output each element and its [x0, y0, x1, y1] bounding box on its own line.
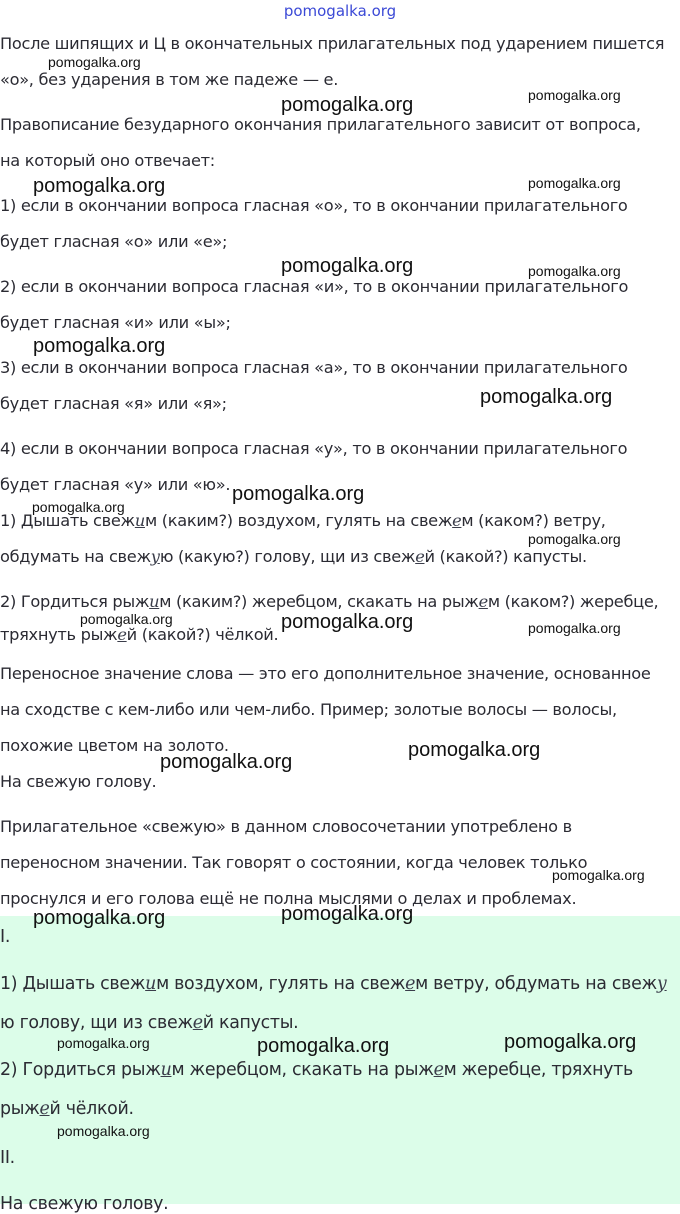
watermark: pomogalka.org	[480, 386, 613, 408]
text-line: будет гласная «у» или «ю».	[0, 475, 231, 494]
text-line: 3) если в окончании вопроса гласная «а», то в окончании прилагательного	[0, 358, 628, 377]
watermark: pomogalka.org	[281, 611, 414, 633]
watermark: pomogalka.org	[528, 620, 621, 636]
watermark: pomogalka.org	[257, 1035, 390, 1057]
notebook-line: рыжей чёлкой.	[0, 1099, 134, 1119]
handwritten-letter: е	[452, 511, 462, 530]
watermark: pomogalka.org	[528, 263, 621, 279]
text-line: на который оно отвечает:	[0, 151, 215, 170]
notebook-line: 2) Гордиться рыжим жеребцом, скакать на рыжем жеребце, тряхнуть	[0, 1060, 633, 1080]
example-line: 2) Гордиться рыжим (каким?) жеребцом, скакать на рыжем (каком?) жеребце,	[0, 592, 659, 611]
text-line: будет гласная «о» или «е»;	[0, 232, 228, 251]
text-line: На свежую голову.	[0, 772, 157, 791]
text-line: будет гласная «я» или «я»;	[0, 394, 227, 413]
handwritten-letter: и	[145, 974, 157, 994]
text-line: на сходстве с кем-либо или чем-либо. Пример; золотые волосы — волосы,	[0, 700, 617, 719]
text-line: будет гласная «и» или «ы»;	[0, 313, 231, 332]
watermark: pomogalka.org	[33, 175, 166, 197]
watermark: pomogalka.org	[80, 611, 173, 627]
watermark: pomogalka.org	[33, 907, 166, 929]
handwritten-letter: и	[134, 511, 145, 530]
handwritten-letter: е	[405, 974, 416, 994]
watermark: pomogalka.org	[528, 87, 621, 103]
notebook-line: 1) Дышать свежим воздухом, гулять на свежем ветру, обдумать на свежу	[0, 974, 667, 994]
watermark: pomogalka.org	[57, 1035, 150, 1051]
text-line: похожие цветом на золото.	[0, 736, 229, 755]
text-line: После шипящих и Ц в окончательных прилагательных под ударением пишется	[0, 34, 665, 53]
text-line: проснулся и его голова ещё не полна мыслями о делах и проблемах.	[0, 889, 577, 908]
handwritten-letter: и	[160, 1060, 172, 1080]
example-line: 1) Дышать свежим (каким?) воздухом, гулять на свежем (каком?) ветру,	[0, 511, 606, 530]
handwritten-letter: у	[656, 974, 667, 994]
text-line: Правописание безударного окончания прилагательного зависит от вопроса,	[0, 115, 641, 134]
handwritten-letter: у	[150, 547, 160, 566]
watermark: pomogalka.org	[504, 1031, 637, 1053]
example-line: тряхнуть рыжей (какой?) чёлкой.	[0, 625, 279, 644]
watermark: pomogalka.org	[528, 175, 621, 191]
text-line: Прилагательное «свежую» в данном словосочетании употреблено в	[0, 817, 572, 836]
notebook-line: На свежую голову.	[0, 1194, 169, 1214]
text-line: 4) если в окончании вопроса гласная «у», то в окончании прилагательного	[0, 439, 628, 458]
watermark: pomogalka.org	[48, 54, 141, 70]
handwritten-letter: е	[39, 1099, 50, 1119]
text-line: 2) если в окончании вопроса гласная «и», то в окончании прилагательного	[0, 277, 629, 296]
example-line: обдумать на свежую (какую?) голову, щи из свежей (какой?) капусты.	[0, 547, 587, 566]
section-numeral: II.	[0, 1148, 15, 1168]
notebook-line: ю голову, щи из свежей капусты.	[0, 1013, 299, 1033]
section-numeral: I.	[0, 927, 11, 947]
watermark: pomogalka.org	[57, 1123, 150, 1139]
handwritten-letter: е	[433, 1060, 444, 1080]
site-brand[interactable]: pomogalka.org	[283, 2, 397, 20]
watermark: pomogalka.org	[281, 903, 414, 925]
handwritten-letter: е	[117, 625, 127, 644]
watermark: pomogalka.org	[528, 531, 621, 547]
handwritten-letter: и	[149, 592, 160, 611]
watermark: pomogalka.org	[33, 335, 166, 357]
handwritten-letter: е	[192, 1013, 203, 1033]
watermark: pomogalka.org	[160, 751, 293, 773]
text-line: переносном значении. Так говорят о состоянии, когда человек только	[0, 853, 588, 872]
handwritten-letter: е	[415, 547, 425, 566]
notebook-answer-area	[0, 916, 680, 1214]
text-line: Переносное значение слова — это его дополнительное значение, основанное	[0, 664, 651, 683]
watermark: pomogalka.org	[281, 255, 414, 277]
watermark: pomogalka.org	[232, 483, 365, 505]
watermark: pomogalka.org	[552, 867, 645, 883]
watermark: pomogalka.org	[32, 499, 125, 515]
handwritten-letter: е	[478, 592, 488, 611]
watermark: pomogalka.org	[408, 739, 541, 761]
text-line: «о», без ударения в том же падеже — е.	[0, 70, 339, 89]
watermark: pomogalka.org	[281, 94, 414, 116]
text-line: 1) если в окончании вопроса гласная «о», то в окончании прилагательного	[0, 196, 628, 215]
